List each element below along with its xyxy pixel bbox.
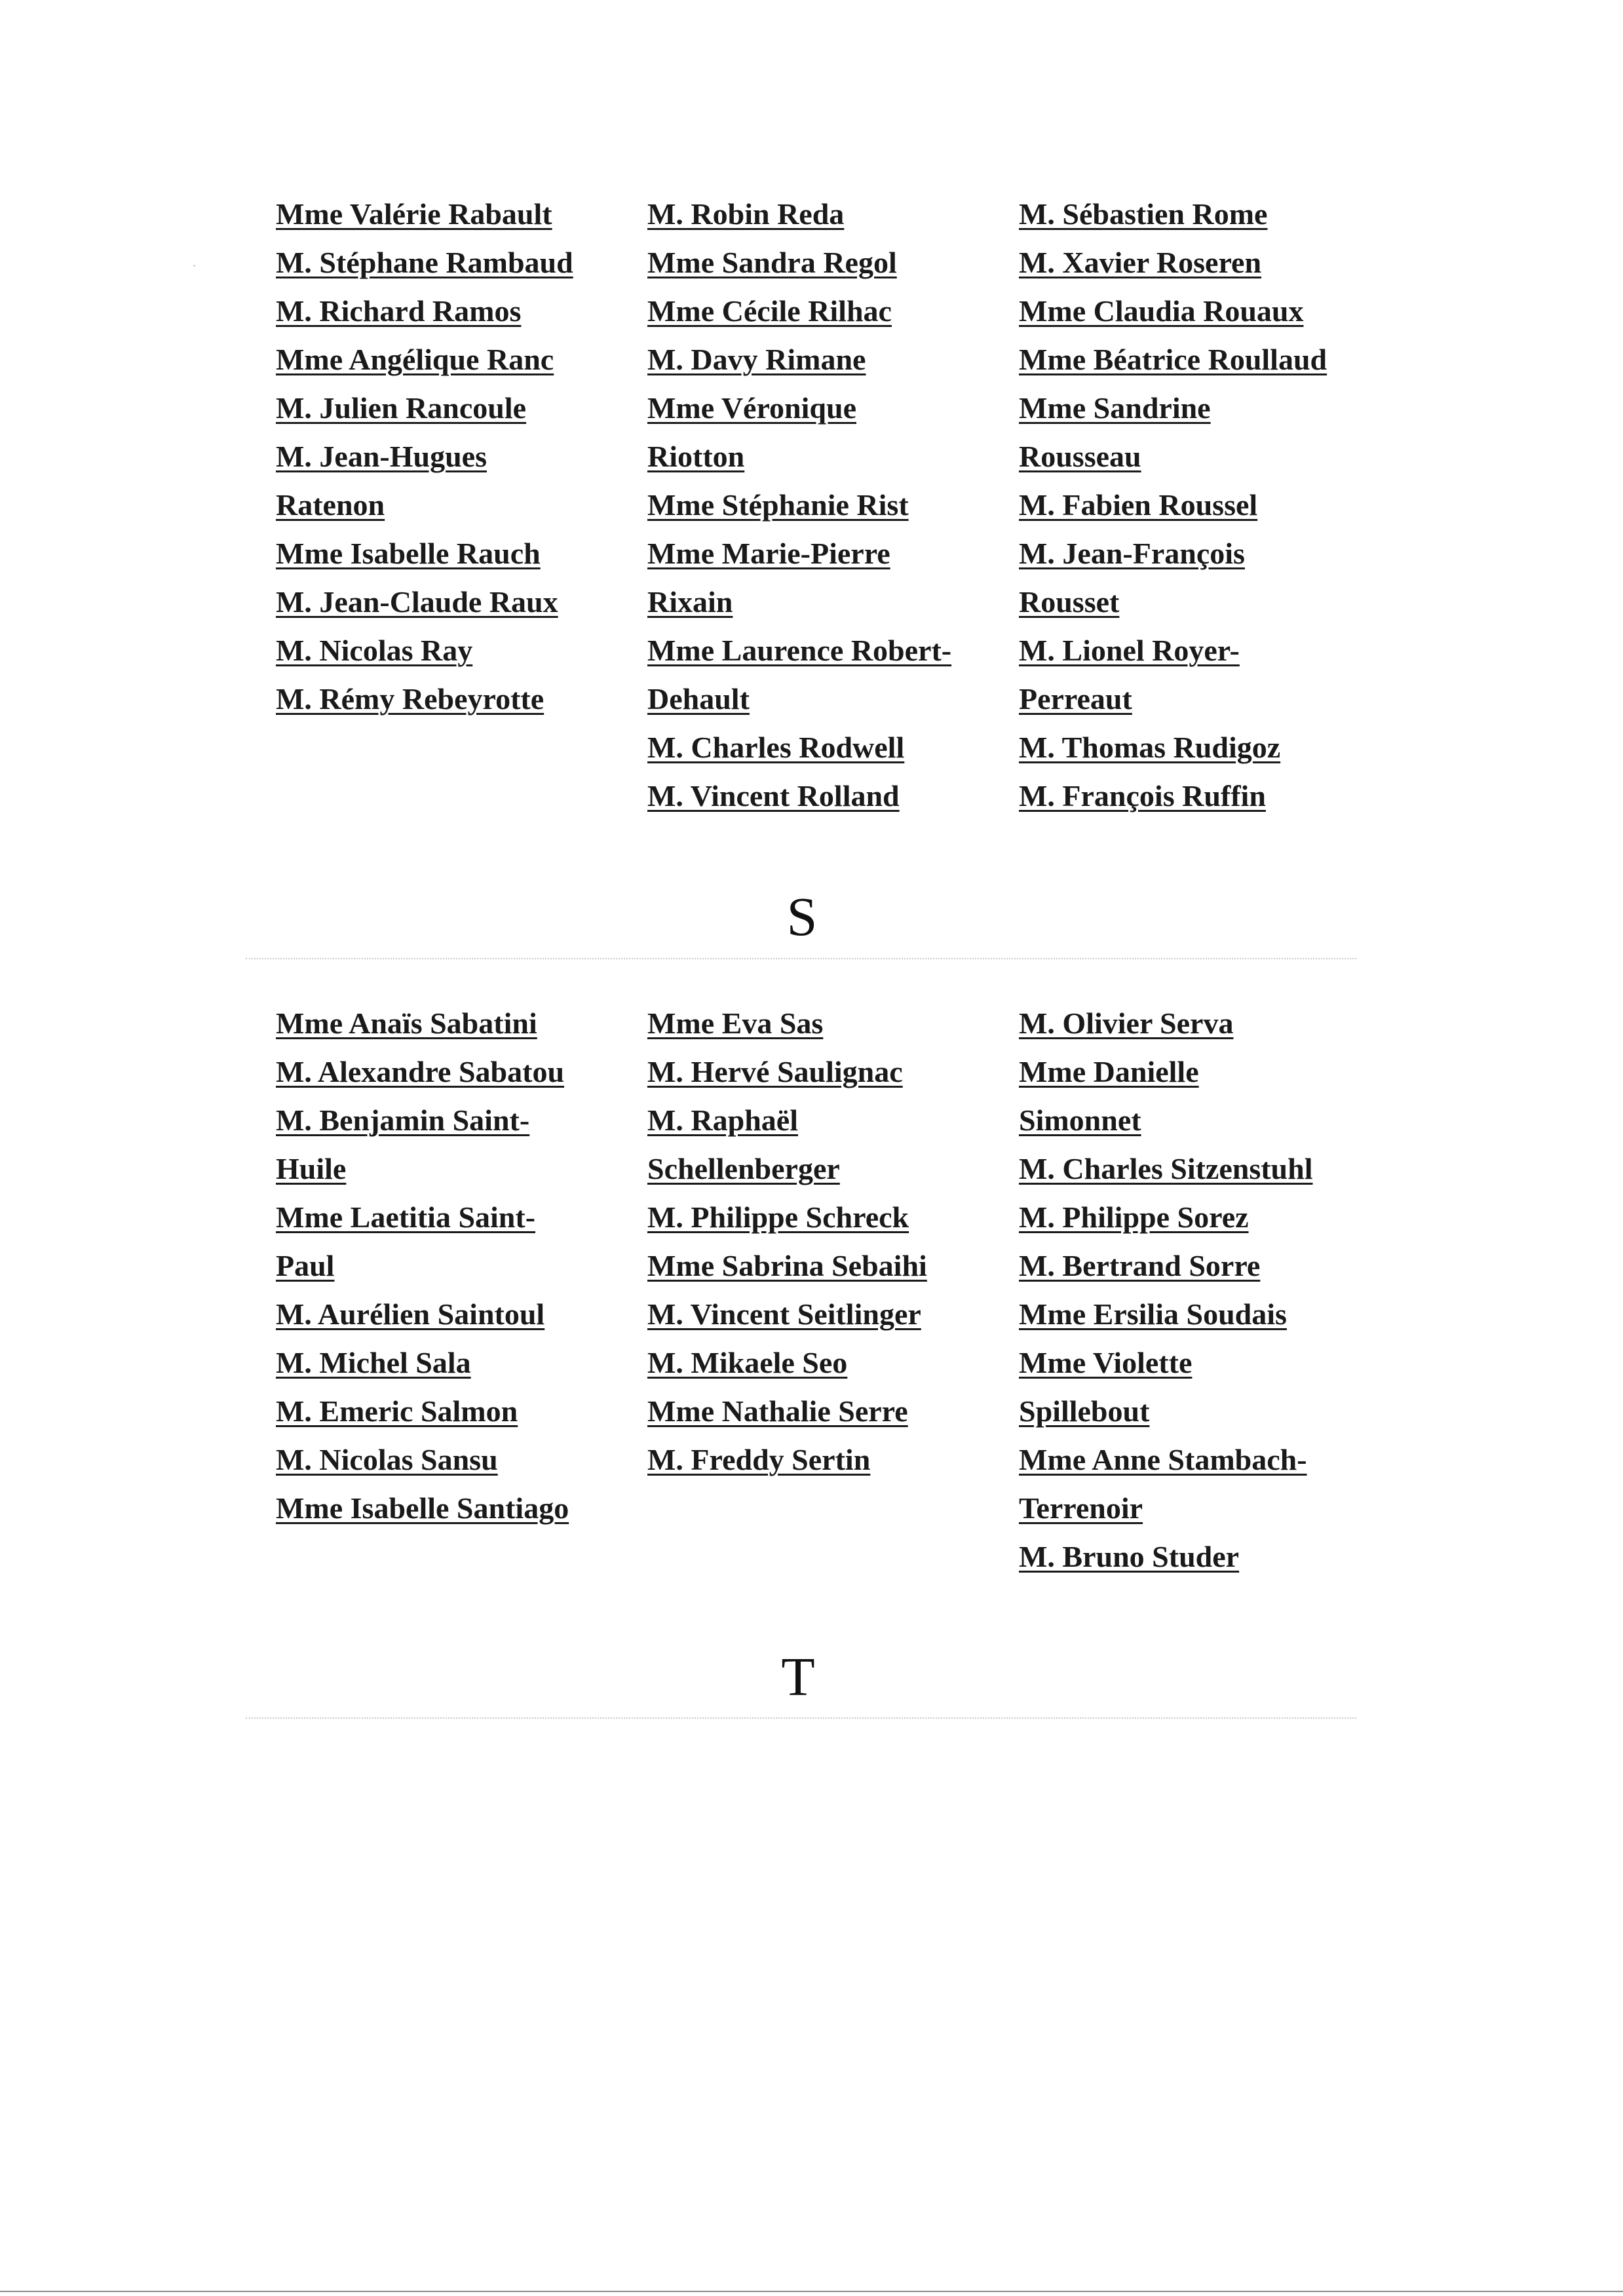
deputy-name-link[interactable]: Mme Isabelle Santiago (276, 1491, 569, 1525)
section-divider-t (246, 1717, 1356, 1719)
deputy-name-link[interactable]: Spillebout (1019, 1394, 1150, 1428)
deputy-name-link[interactable]: Ratenon (276, 488, 385, 522)
section-r-columns (276, 190, 1357, 820)
deputy-name-link[interactable]: M. Alexandre Sabatou (276, 1055, 565, 1088)
deputy-name-link[interactable]: M. Aurélien Saintoul (276, 1297, 545, 1331)
deputy-name-link[interactable]: M. François Ruffin (1019, 779, 1266, 813)
deputy-name-link[interactable]: M. Hervé Saulignac (647, 1055, 903, 1088)
deputy-name-link[interactable]: M. Raphaël (647, 1103, 798, 1137)
deputy-name-link[interactable]: M. Charles Rodwell (647, 731, 905, 764)
deputy-name-link[interactable]: M. Bruno Studer (1019, 1540, 1240, 1573)
deputy-name-link[interactable]: M. Nicolas Ray (276, 634, 473, 667)
deputy-name-link[interactable]: Mme Violette (1019, 1346, 1193, 1379)
deputy-name-link[interactable]: M. Julien Rancoule (276, 391, 527, 425)
deputy-name-link[interactable]: Mme Véronique (647, 391, 856, 425)
deputy-name-link[interactable]: M. Benjamin Saint- (276, 1103, 530, 1137)
section-r-column-2 (647, 190, 1019, 820)
deputy-name-link[interactable]: M. Lionel Royer- (1019, 634, 1240, 667)
deputy-name-link[interactable]: Rousset (1019, 585, 1120, 619)
deputy-name-link[interactable]: Mme Cécile Rilhac (647, 294, 892, 328)
deputy-name-link[interactable]: M. Thomas Rudigoz (1019, 731, 1281, 764)
section-letter-s: S (786, 887, 818, 947)
deputy-name-link[interactable]: M. Charles Sitzenstuhl (1019, 1152, 1313, 1185)
deputy-name-link[interactable]: M. Stéphane Rambaud (276, 246, 573, 279)
deputy-name-link[interactable]: M. Vincent Seitlinger (647, 1297, 921, 1331)
section-s-columns (276, 999, 1357, 1581)
deputy-name-link[interactable]: Huile (276, 1152, 347, 1185)
deputy-name-link[interactable]: Rousseau (1019, 440, 1141, 473)
deputy-name-link[interactable]: Mme Marie-Pierre (647, 537, 890, 570)
section-s-column-3 (1019, 999, 1357, 1581)
deputy-name-link[interactable]: Mme Anaïs Sabatini (276, 1006, 537, 1040)
deputy-name-link[interactable]: Mme Ersilia Soudais (1019, 1297, 1287, 1331)
deputy-name-link[interactable]: M. Xavier Roseren (1019, 246, 1262, 279)
deputy-name-link[interactable]: Mme Béatrice Roullaud (1019, 343, 1327, 376)
deputy-name-link[interactable]: Paul (276, 1249, 335, 1282)
deputy-name-link[interactable]: Schellenberger (647, 1152, 840, 1185)
deputy-name-link[interactable]: M. Robin Reda (647, 197, 845, 231)
deputy-name-link[interactable]: M. Philippe Schreck (647, 1200, 909, 1234)
deputy-name-link[interactable]: M. Nicolas Sansu (276, 1443, 498, 1476)
deputy-name-link[interactable]: Perreaut (1019, 682, 1132, 716)
deputy-name-link[interactable]: Mme Anne Stambach- (1019, 1443, 1307, 1476)
section-s-column-2 (647, 999, 1019, 1581)
deputy-name-link[interactable]: Mme Sandrine (1019, 391, 1211, 425)
deputy-name-link[interactable]: M. Sébastien Rome (1019, 197, 1268, 231)
deputy-name-link[interactable]: Dehault (647, 682, 750, 716)
deputy-name-link[interactable]: M. Freddy Sertin (647, 1443, 871, 1476)
deputy-name-link[interactable]: Mme Danielle (1019, 1055, 1199, 1088)
deputy-name-link[interactable]: M. Rémy Rebeyrotte (276, 682, 544, 716)
deputy-name-link[interactable]: M. Davy Rimane (647, 343, 866, 376)
section-divider-s (246, 958, 1356, 959)
deputy-name-link[interactable]: M. Mikaele Seo (647, 1346, 848, 1379)
deputy-name-link[interactable]: Rixain (647, 585, 733, 619)
scan-speck (193, 265, 195, 267)
deputy-name-link[interactable]: M. Olivier Serva (1019, 1006, 1234, 1040)
deputy-name-link[interactable]: Terrenoir (1019, 1491, 1143, 1525)
deputy-name-link[interactable]: Mme Valérie Rabault (276, 197, 552, 231)
deputy-name-link[interactable]: Mme Claudia Rouaux (1019, 294, 1304, 328)
deputy-name-link[interactable]: M. Emeric Salmon (276, 1394, 518, 1428)
deputy-name-link[interactable]: Mme Eva Sas (647, 1006, 824, 1040)
deputy-name-link[interactable]: M. Michel Sala (276, 1346, 471, 1379)
section-letter-t: T (781, 1647, 815, 1708)
deputy-name-link[interactable]: Mme Angélique Ranc (276, 343, 554, 376)
section-s-column-1 (276, 999, 647, 1581)
deputy-name-link[interactable]: Riotton (647, 440, 745, 473)
deputy-name-link[interactable]: M. Vincent Rolland (647, 779, 900, 813)
deputy-name-link[interactable]: Mme Isabelle Rauch (276, 537, 541, 570)
page-bottom-rule (0, 2291, 1623, 2292)
deputy-name-link[interactable]: M. Fabien Roussel (1019, 488, 1258, 522)
deputy-name-link[interactable]: M. Richard Ramos (276, 294, 522, 328)
deputy-name-link[interactable]: Mme Sabrina Sebaihi (647, 1249, 927, 1282)
deputy-name-link[interactable]: Simonnet (1019, 1103, 1141, 1137)
deputy-name-link[interactable]: Mme Nathalie Serre (647, 1394, 908, 1428)
deputy-name-link[interactable]: Mme Laetitia Saint- (276, 1200, 536, 1234)
deputy-name-link[interactable]: M. Bertrand Sorre (1019, 1249, 1261, 1282)
section-r-column-3 (1019, 190, 1357, 820)
deputy-name-link[interactable]: Mme Stéphanie Rist (647, 488, 909, 522)
deputy-name-link[interactable]: Mme Sandra Regol (647, 246, 897, 279)
deputy-name-link[interactable]: Mme Laurence Robert- (647, 634, 952, 667)
section-r-column-1 (276, 190, 647, 820)
deputy-name-link[interactable]: M. Jean-François (1019, 537, 1245, 570)
deputy-name-link[interactable]: M. Philippe Sorez (1019, 1200, 1249, 1234)
deputy-name-link[interactable]: M. Jean-Claude Raux (276, 585, 558, 619)
deputy-name-link[interactable]: M. Jean-Hugues (276, 440, 487, 473)
